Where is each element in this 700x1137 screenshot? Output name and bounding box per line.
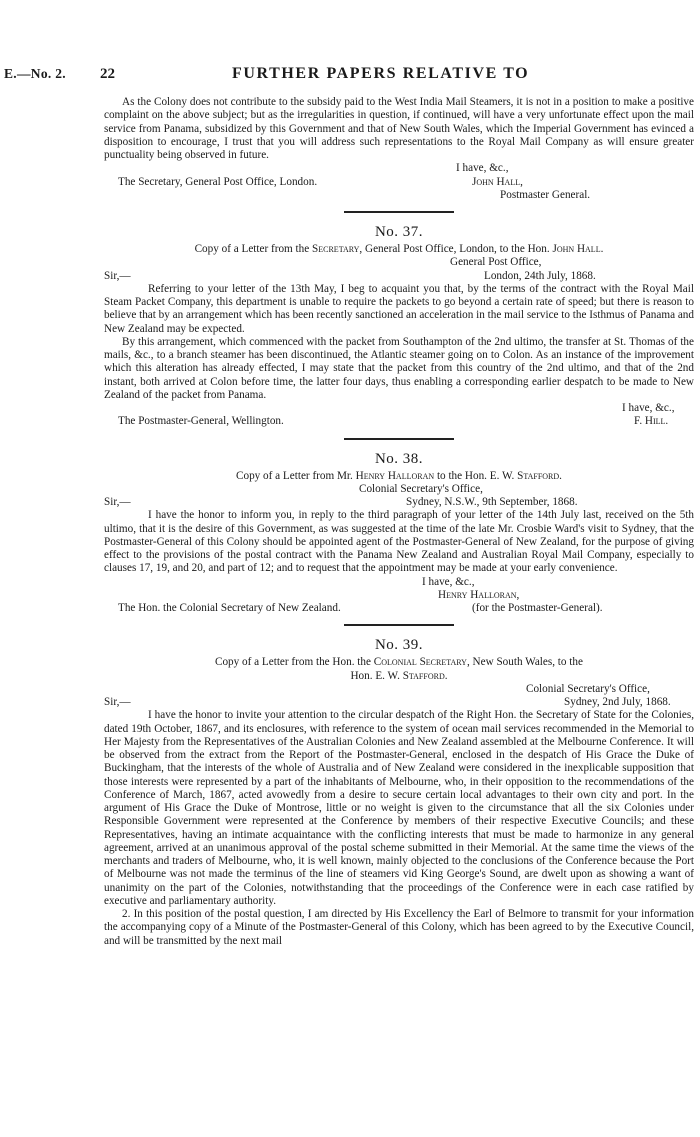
signature-note: (for the Postmaster-General). [472,602,603,614]
address-date: London, 24th July, 1868. [484,269,596,282]
running-title: FURTHER PAPERS RELATIVE TO [232,65,530,82]
closing: I have, &c., [456,162,509,175]
closing: I have, &c., [622,402,675,414]
signature-title: Postmaster General. [500,188,591,201]
letter-38 [104,450,694,616]
letter-number: No. 38. [374,450,424,467]
section-divider [344,624,454,626]
page-body [104,96,694,948]
addressee: The Hon. the Colonial Secretary of New Zealand. [118,602,341,614]
signature: F. Hill. [634,415,669,428]
letter-paragraph: As the Colony does not contribute to the subsidy paid to the West India Mail Steamers, it is not in a position to make a positive complaint on the above subject; but as the irregularities in question, if continued, will have a very unfortunate effect upon the mail service from Panama, subsidized by this Government and that of New South Wales, which the Imperial Government has evinced a disposition to encourage, I trust that you will address such representations to the Royal Mail Company as will ensure greater punctuality being observed in future. [104,96,694,161]
letter-number: No. 39. [374,637,424,654]
section-divider [344,211,454,213]
letter-paragraph: 2. In this position of the postal question, I am directed by His Excellency the Earl of Belmore to transmit for your information the accompanying copy of a Minute of the Postmaster-General of this Colony, which has been agreed to by the Executive Council, and will be transmitted by the next mail [104,908,694,947]
letter-paragraph: Referring to your letter of the 13th May, I beg to acquaint you that, by the terms of the contract with the Royal Mail Steam Packet Company, this department is unable to require the packets to go beyond a certain rate of speed; but there is reason to believe that by an arrangement which has been recently sanctioned an acceleration in the mail service to the Isthmus of Panama and New Zealand may be expected. [104,282,694,335]
address-date: Sydney, N.S.W., 9th September, 1868. [406,496,578,508]
letter-paragraph: By this arrangement, which commenced with the packet from Southampton of the 2nd ultimo, the transfer at St. Thomas of the mails, &c., to a branch steamer has been discontinued, the Atlantic steamer going on to Colon. As an instance of the improvement which this alteration has already effected, I may state that the packet from this country of the 2nd ultimo, and that of the 2nd instant, both arrived at Colon before time, the latter four days, thus enabling a corresponding earlier despatch to be made to New Zealand of the packet from Panama. [104,335,694,401]
addressee: The Secretary, General Post Office, London. [118,175,318,188]
signature: Henry Halloran, [438,588,520,601]
letter-39 [104,636,694,948]
document-reference: E.—No. 2. [4,66,66,81]
salutation: Sir,— [104,696,131,708]
letter-heading-line2: Hon. E. W. Stafford. [350,669,448,682]
address-date: Sydney, 2nd July, 1868. [564,696,671,708]
salutation: Sir,— [104,269,131,282]
letter-number: No. 37. [374,224,424,240]
letter-36-tail [104,96,694,202]
letter-paragraph: I have the honor to invite your attention to the circular despatch of the Right Hon. the Secretary of State for the Colonies, dated 19th October, 1867, and its enclosures, with reference to the system of ocean mail services recommended in the Memorial to Her Majesty from the Representatives of the Australian Colonies and New Zealand assembled at the Melbourne Conference. It will be observed from the extract from the Report of the Postmaster-General, enclosed in the despatch of His Grace the Duke of Buckingham, that the interests of the whole of Australia and of New Zealand were considered in the inexplicable supposition that those interests were represented by a part of the inhabitants of Melbourne, who, in their opposition to the recommendations of the Conference of March, 1867, acted avowedly from a desire to secure certain local advantages to their own city and port. In the argument of His Grace the Duke of Montrose, little or no weight is given to the circumstance that all the six Colonies under Responsible Government were represented at the Conference by members of their respective Executive Councils; and these Representatives, having an intimate acquaintance with the conflicting interests that must be made to harmonize in any general agreement, arrived at an unanimous approval of the postal scheme submitted in their Memorial. At the same time the views of the merchants and traders of Melbourne, who, it is well known, mainly objected to the conclusions of the Conference because the Port of Melbourne was not made the terminus of the line of steamers vid King George's Sound, are dwelt upon as showing a want of unanimity on the part of the Colonies, notwithstanding that the proceedings of the Conference were in each case ratified by executive and parliamentary authority. [104,709,694,907]
page-number: 22 [100,66,115,82]
letter-heading: Copy of a Letter from the Hon. the Colonial Secretary, New South Wales, to the [215,656,583,669]
addressee: The Postmaster-General, Wellington. [118,415,284,428]
letter-37 [104,223,694,429]
letter-heading: Copy of a Letter from the Secretary, General Post Office, London, to the Hon. John Hall. [194,243,604,255]
address-line: Colonial Secretary's Office, [526,682,650,695]
letter-paragraph: I have the honor to inform you, in reply to the third paragraph of your letter of the 14th July last, received on the 5th ultimo, that it is the desire of this Government, as was suggested at the time of the late Mr. Crosbie Ward's visit to Sydney, that the Postmaster-General of this Colony should be appointed agent of the Postmaster-General of New Zealand, for the purpose of giving effect to the provisions of the postal contract with the Panama New Zealand and Australian Royal Mail Company, especially to clauses 17, 19, and 20, and part of 12; and to request that the appointment may be made at your early convenience. [104,509,694,575]
salutation: Sir,— [104,496,131,508]
closing: I have, &c., [422,575,475,588]
address-line: Colonial Secretary's Office, [359,482,483,495]
letter-heading: Copy of a Letter from Mr. Henry Halloran to the Hon. E. W. Stafford. [236,469,562,482]
section-divider [344,438,454,440]
signature: John Hall, [472,175,523,188]
page-header [0,66,700,86]
address-line: General Post Office, [450,256,542,269]
